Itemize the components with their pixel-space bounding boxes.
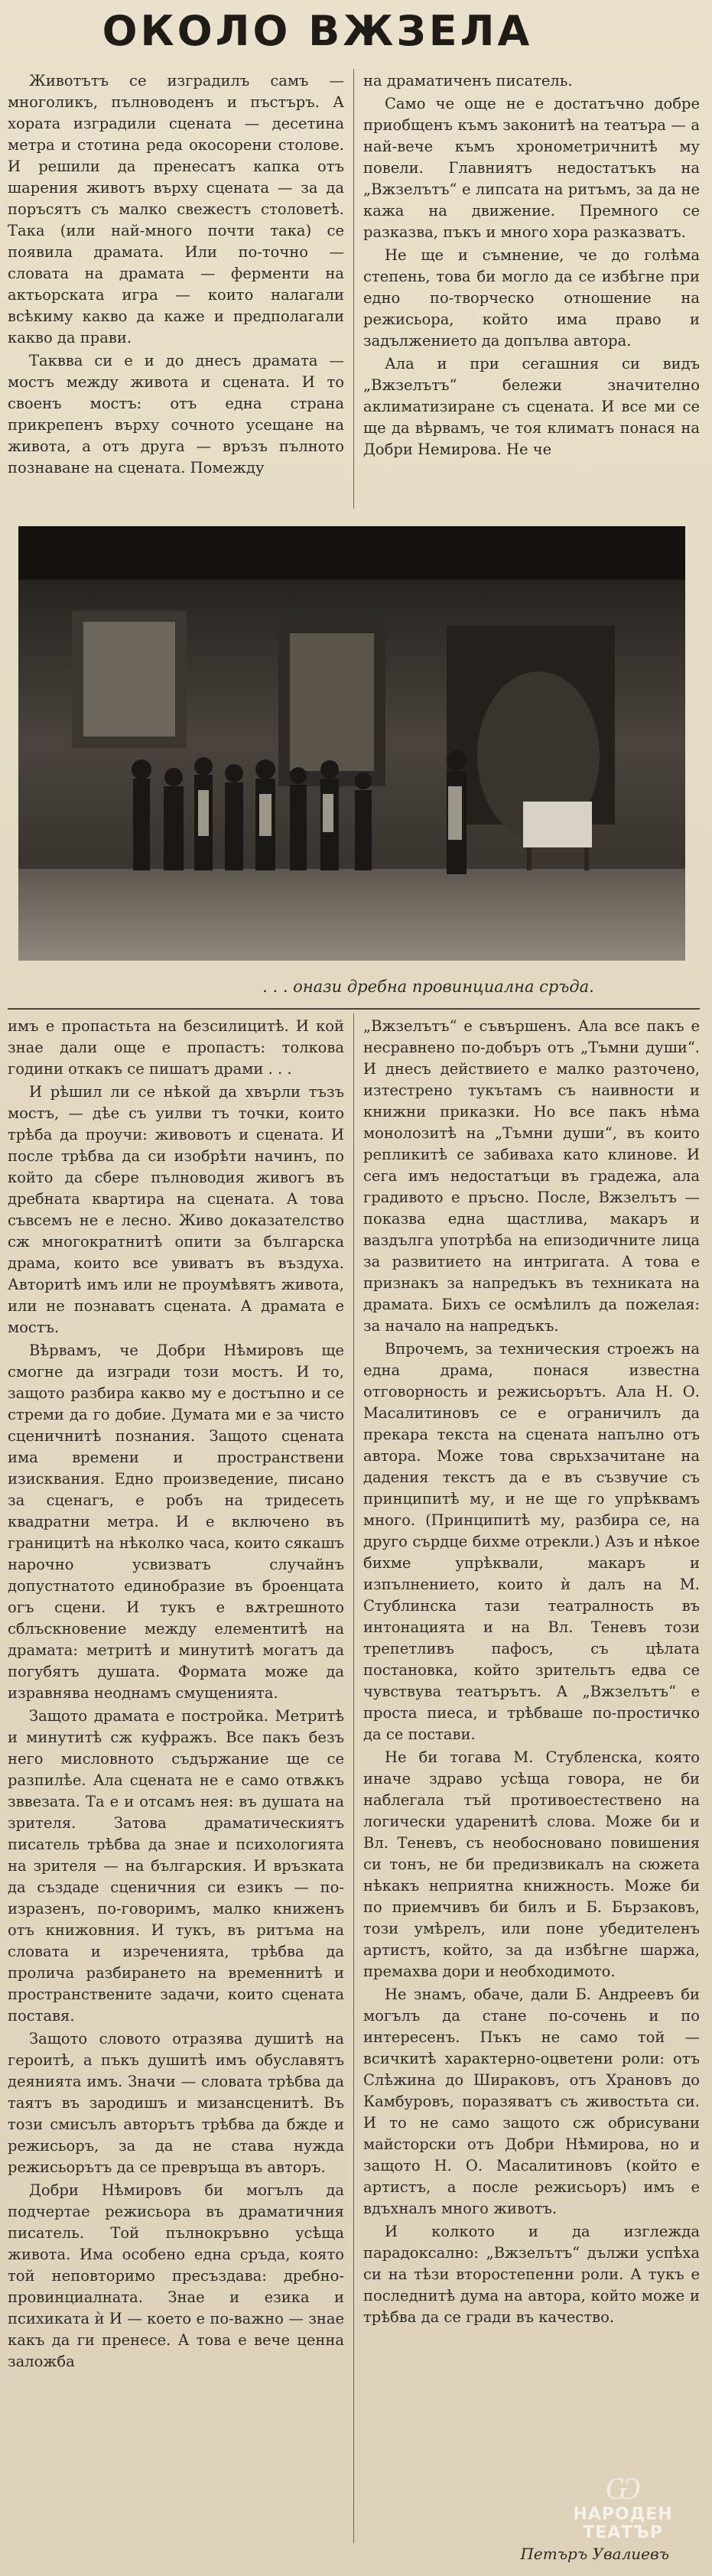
paragraph: Само че още не е достатъчно добре приобщенъ къмъ законитѣ на театъра — а най-вече къмъ хронометричнитѣ му повели. Главниятъ недостатъкъ на „Вжзелътъ“ е липсата на ритъмъ, за да не кажа на движение. Премного се разказва, пъкъ и много хора разказватъ. — [363, 95, 700, 241]
paragraph: Не ще и съмнение, че до голѣма степень, това би могло да се избѣгне при едно по-творческо отношение на режисьора, който има право и задължението да допълва автора. — [363, 246, 700, 350]
paragraph: Не би тогава М. Стубленска, която иначе здраво усѣща говора, не би наблегала тъй противоестествено на логически ударенитѣ слова. Може би и Вл. Теневъ, съ необосновано повишения си тонъ, не би предизвикалъ на сюжета нѣкакъ неприятна книжность. Може би по приемчивъ би билъ и Б. Бързаковъ, този умѣрелъ, или поне убедителенъ артистъ, който, за да избѣгне шаржа, премахва дори и необходимото. — [363, 1748, 700, 1980]
paragraph: Ала и при сегашния си видъ „Вжзелътъ“ бележи значително аклиматизиране съ сцената. И все ми се ще да вѣрвамъ, че тоя климатъ понася на Добри Немирова. Не че — [363, 355, 700, 458]
paragraph: имъ е пропастьта на безсилицитѣ. И кой знае дали още е пропастъ: толкова години откакъ се пишатъ драми . . . — [8, 1017, 344, 1078]
paragraph: Защото драмата е постройка. Метритѣ и минутитѣ сж куфражъ. Все пакъ безъ него мисловното съдържание ще се разпилѣе. Ала сцената не е само отвѫкъ зввезата. Та е и отсамъ нея: въ душата на зрителя. Затова драматическиятъ писатель трѣбва да знае и психологията на зрителя — на българския. И връзката да създаде сценичния си езикъ — по-изразенъ, по-говоримъ, малко книженъ отъ книжовния. И тукъ, въ ритъма на словата и изреченията, трѣбва да пролича разбирането на временнитѣ и пространствените задачи, които сцената поставя. — [8, 1707, 344, 2025]
section-rule — [8, 1008, 700, 1010]
paragraph: И рѣшил ли се нѣкой да хвърли тъзъ мостъ, — дѣе съ уилви тъ точки, които трѣба да проучи: живовотъ и сцената. И после трѣбва да си изобрѣти начинъ, по който да сбере пълноводия живогъ въ дребната квартира на сцената. А това съвсемъ не е лесно. Живо доказателство сж многократнитѣ опити за българска драма, които все увиватъ въ въздуха. Авторитѣ имъ или не проумѣвятъ живота, или не познаватъ сцената. А драмата е мостъ. — [8, 1083, 344, 1336]
photo-caption: . . . онази дребна провинциална сръда. — [262, 977, 594, 996]
paragraph: „Вжзелътъ“ е съвършенъ. Ала все пакъ е несравнено по-добъръ отъ „Тъмни души“. И днесъ действието е малко разточено, изтестрено тукътамъ съ наивности и книжни приказки. Но все пакъ нѣма монолозитѣ на „Тъмни души“, въ които репликитѣ се забиваха като клинове. И сега имъ недостатъци въ градежа, ала градивото е пръсно. После, Вжзелътъ — показва една щастлива, макаръ и ваздълга употрѣба на епизодичните лица за развитието на интригата. А това е признакъ за напредъкъ въ техниката на драмата. Бихъ се осмѣлилъ да пожелая: за начало на напредъкъ. — [363, 1017, 700, 1335]
stage-scene-image — [18, 526, 685, 961]
paragraph: И колкото и да изглежда парадоксално: „Вжзелътъ“ дължи успѣха си на тѣзи второстепенни роли. А тукъ е последнитѣ дума на автора, който може и трѣбва да се гради въ качество. — [363, 2223, 700, 2326]
stage-photo — [18, 526, 685, 961]
stamp-line-1: НАРОДЕН — [573, 2505, 673, 2524]
author-signature: Петъръ Увалиевъ — [520, 2545, 669, 2563]
bottom-left-column — [8, 1016, 344, 2570]
paragraph: Вѣрвамъ, че Добри Нѣмировъ ще смогне да изгради този мостъ. И то, защото разбира какво му е достъпно и се стреми да го добие. Думата ми е за чисто сценичнитѣ познания. Защото сцената има времени и пространствени изисквания. Едно произведение, писано за сценагъ, е робъ на тридесеть квадратни метра. И е включено въ границитѣ на нѣколко часа, които сякашъ нарочно усвизватъ случайнъ допустнатото единобразие въ броенцата огъ сцени. И тукъ е вѫтрешното сблъскновение между елементитѣ на драмата: метритѣ и минутитѣ могатъ да погубятъ душата. Формата може да изравнява неоднамъ смущенията. — [8, 1342, 344, 1702]
paragraph: Защото словото отразява душитѣ на героитѣ, а пъкъ душитѣ имъ обуславятъ деянията имъ. Значи — словата трѣбва да таятъ въ зародишъ и мизансценитѣ. Въ този смисълъ авторътъ трѣбва да бжде и режисьоръ, за да не става нужда режисьорътъ да се превръща въ авторъ. — [8, 2030, 344, 2176]
paragraph: Впрочемъ, за техническия строежъ на една драма, понася известна отговорность и режисьорътъ. Ала Н. О. Масалитиновъ се е ограничилъ да прекара текста на сцената напълно отъ автора. Може това сврьхзачитане на дадения текстъ да е въ съзвучие съ принципитѣ му, и не ще го упрѣквамъ много. (Принципитѣ му, разбира се, на друго сърдце бихме отрекли.) Азъ и нѣкое бихме упрѣквали, макаръ и изпълнението, които ѝ далъ на М. Стублинска тази театралность въ интонацията и на Вл. Теневъ този трепетливъ пафосъ, съ цѣлата постановка, който зрительтъ едва се чувствува театърътъ. А „Вжзелътъ“ е проста пиеса, и трѣбваше по-простичко да се постави. — [363, 1340, 700, 1743]
article-title: ОКОЛО ВЖЗЕЛА — [102, 7, 533, 55]
top-left-column — [8, 70, 344, 512]
paragraph: на драматиченъ писатель. — [363, 72, 573, 89]
paragraph: Добри Нѣмировъ би могълъ да подчертае режисьора въ драматичния писатель. Той пълнокръвно усѣща живота. Има особено една сръда, която той неповторимо пресъздава: дребно-провинциалната. Знае и езика и психиката ѝ И — което е по-важно — знае какъ да ги пренесе. А това е вече ценна заложба — [8, 2181, 344, 2370]
bottom-column-divider — [353, 1013, 354, 2543]
stamp-logo: Ѡ — [605, 2471, 641, 2506]
paragraph: Животътъ се изградилъ самъ — многоликъ, пълноводенъ и пъстъръ. А хората изградили сцената — десетина метра и стотина реда окосорени столове. И решили да пренесатъ капка отъ шарения животъ върху сцената — за да поръсятъ съ малко свежестъ столоветѣ. Така (или най-много почти така) се появила драмата. Или по-точно — словата на драмата — ферменти на актьорската игра — които налагали всѣкиму какво да каже и предполагали какво да прави. — [8, 72, 344, 346]
top-right-column — [363, 70, 700, 512]
stamp-line-2: ТЕАТЪР — [583, 2523, 663, 2542]
paragraph: Не знамъ, обаче, дали Б. Андреевъ би могълъ да стане по-сочень и по интересенъ. Пъкъ не само той — всичкитѣ характерно-оцветени роли: отъ Слѣжина до Шираковъ, отъ Храновъ до Камбуровъ, поразяватъ съ живостьта си. И то не само защото сж обрисувани майсторски отъ Добри Нѣмирова, но и защото Н. О. Масалитиновъ (който е артистъ, а после режисьоръ) имъ е вдъхналъ много животъ. — [363, 1986, 700, 2217]
top-column-divider — [353, 69, 354, 509]
paragraph: Таквва си е и до днесъ драмата — мостъ между живота и сцената. И то своенъ мостъ: отъ една страна прикрепенъ върху сочното усещане на живота, а отъ друга — връзъ пълното познаване на сцената. Помежду — [8, 352, 344, 476]
bottom-right-column — [363, 1016, 700, 2538]
